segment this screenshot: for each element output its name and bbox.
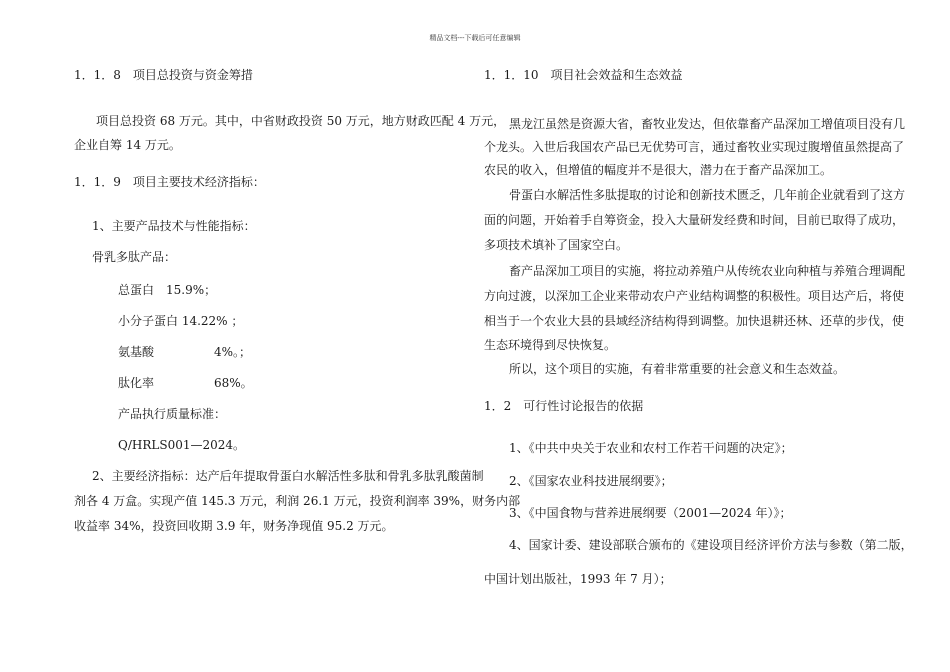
quality-standard-label: 产品执行质量标准： xyxy=(118,407,227,421)
reference-item: 2、《国家农业科技进展纲要》； xyxy=(509,474,673,488)
paragraph-line: 相当于一个农业大县的县域经济结构得到调整。加快退耕还林、还草的步伐，使 xyxy=(484,314,905,328)
paragraph-line: 个龙头。入世后我国农产品已无优势可言，通过畜牧业实现过腹增值虽然提高了 xyxy=(484,140,905,154)
subheading-product-indicators: 1、主要产品技术与性能指标： xyxy=(92,219,256,233)
indicator-amino-acid: 氨基酸 4%。； xyxy=(118,345,252,359)
paragraph-line: 多项技术填补了国家空白。 xyxy=(484,238,629,252)
paragraph-line: 农民的收入，但增值的幅度并不是很大，潜力在于畜产品深加工。 xyxy=(484,163,833,177)
reference-item-continued: 中国计划出版社，1993 年 7 月）； xyxy=(484,572,672,586)
quality-standard-code: Q/HRLS001—2024。 xyxy=(118,438,246,452)
paragraph-line: 2、主要经济指标：达产后年提取骨蛋白水解活性多肽和骨乳多肽乳酸菌制 xyxy=(92,469,484,483)
paragraph-line: 剂各 4 万盒。实现产值 145.3 万元，利润 26.1 万元，投资利润率 39%，财务内部 xyxy=(74,494,521,508)
paragraph-line: 所以，这个项目的实施，有着非常重要的社会意义和生态效益。 xyxy=(509,362,846,376)
indicator-small-protein: 小分子蛋白 14.22% ； xyxy=(118,314,244,328)
section-heading-1-1-8: 1．1．8 项目总投资与资金筹措 xyxy=(74,68,253,82)
section-heading-1-2: 1．2 可行性讨论报告的依据 xyxy=(484,399,644,413)
paragraph-line: 方向过渡，以深加工企业来带动农户产业结构调整的积极性。项目达产后，将使 xyxy=(484,289,905,303)
section-heading-1-1-10: 1．1．10 项目社会效益和生态效益 xyxy=(484,68,683,82)
paragraph-line: 项目总投资 68 万元。其中，中省财政投资 50 万元，地方财政匹配 4 万元， xyxy=(96,114,506,128)
paragraph-line: 畜产品深加工项目的实施，将拉动养殖户从传统农业向种植与养殖合理调配 xyxy=(509,264,906,278)
paragraph-line: 企业自筹 14 万元。 xyxy=(74,138,181,152)
reference-item: 4、国家计委、建设部联合颁布的《建设项目经济评价方法与参数（第二版， xyxy=(509,538,913,552)
reference-item: 3、《中国食物与营养进展纲要（2001—2024 年）》； xyxy=(509,506,792,520)
indicator-total-protein: 总蛋白 15.9%； xyxy=(118,283,217,297)
paragraph-line: 黑龙江虽然是资源大省，畜牧业发达，但依靠畜产品深加工增值项目没有几 xyxy=(509,117,906,131)
product-label: 骨乳多肽产品： xyxy=(92,250,177,264)
paragraph-line: 生态环境得到尽快恢复。 xyxy=(484,338,617,352)
indicator-peptide-rate: 肽化率 68%。 xyxy=(118,376,253,390)
paragraph-line: 收益率 34%，投资回收期 3.9 年，财务净现值 95.2 万元。 xyxy=(74,519,394,533)
section-heading-1-1-9: 1．1．9 项目主要技术经济指标： xyxy=(74,175,265,189)
page-header: 精品文档---下载后可任意编辑 xyxy=(429,34,521,42)
paragraph-line: 骨蛋白水解活性多肽提取的讨论和创新技术匮乏，几年前企业就看到了这方 xyxy=(509,188,906,202)
reference-item: 1、《中共中央关于农业和农村工作若干问题的决定》； xyxy=(509,441,793,455)
paragraph-line: 面的问题，开始着手自筹资金，投入大量研发经费和时间，目前已取得了成功， xyxy=(484,213,905,227)
